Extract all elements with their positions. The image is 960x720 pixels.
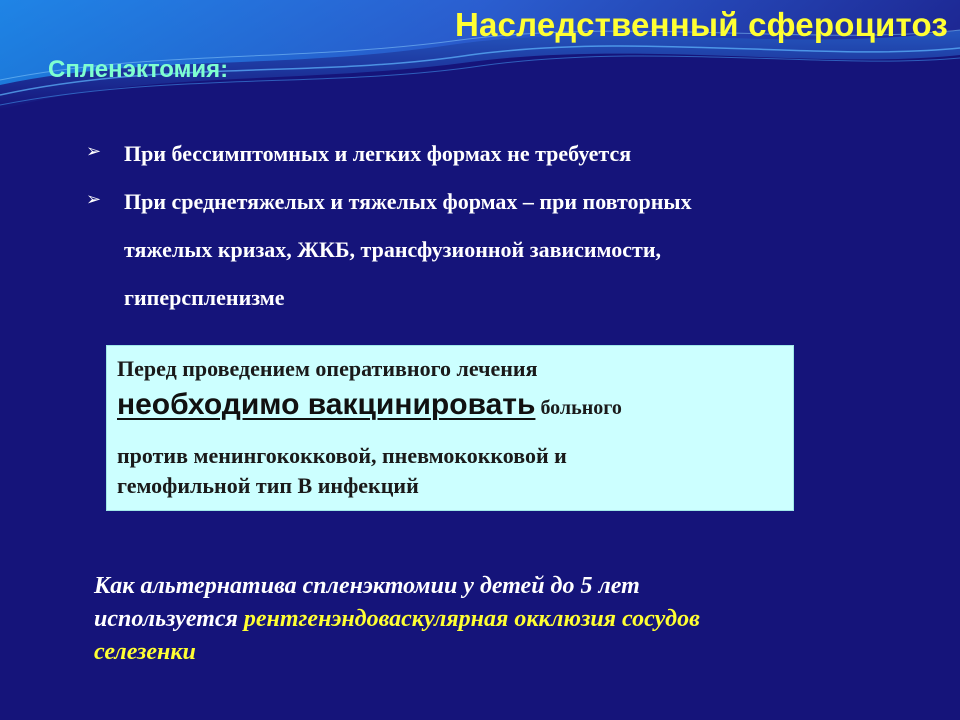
alternative-paragraph	[94, 570, 914, 669]
callout-emphasis: необходимо вакцинировать	[117, 388, 536, 421]
bullet-text-line: При среднетяжелых и тяжелых формах – при повторных	[124, 189, 692, 214]
alt-text-line	[94, 603, 914, 636]
bullet-item	[86, 130, 906, 178]
slide-title: Наследственный сфероцитоз	[454, 6, 948, 43]
vaccination-callout-box	[106, 345, 794, 511]
bullet-text-line: тяжелых кризах, ЖКБ, трансфузионной зависимости,	[124, 237, 662, 262]
callout-text: больного	[535, 397, 622, 419]
arrow-bullet-icon: ➢	[86, 141, 102, 162]
callout-line	[117, 441, 783, 501]
alt-highlight: рентгенэндоваскулярная окклюзия сосудов	[243, 606, 700, 632]
callout-line: Перед проведением оперативного лечения	[117, 356, 538, 381]
alt-text: используется	[94, 606, 244, 632]
bullet-list	[86, 130, 906, 322]
arrow-bullet-icon: ➢	[86, 189, 102, 210]
callout-text: против менингококковой, пневмококковой и	[117, 443, 567, 468]
callout-text: гемофильной тип В инфекций	[117, 473, 419, 498]
bullet-item	[86, 178, 906, 322]
callout-line	[117, 386, 783, 427]
alt-text: Как альтернатива спленэктомии у детей до 5 лет	[94, 573, 640, 599]
alt-highlight: селезенки	[94, 639, 196, 665]
bullet-text-line: гиперспленизме	[124, 285, 285, 310]
section-subtitle: Спленэктомия:	[48, 56, 229, 83]
bullet-text: При бессимптомных и легких формах не требуется	[124, 141, 632, 166]
